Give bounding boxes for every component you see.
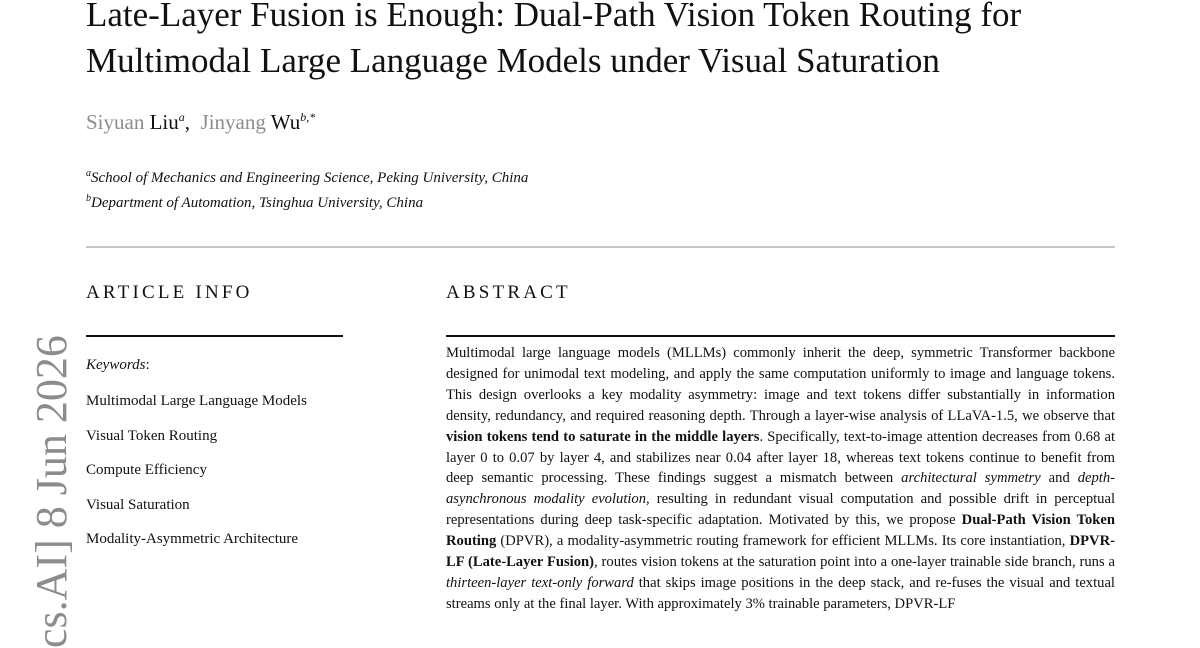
abstract-text: , routes vision tokens at the saturation point into a one-layer trainable side branch, runs a (594, 554, 1115, 571)
arxiv-identifier: cs.AI] 8 Jun 2026 (27, 335, 76, 648)
author: Siyuan Liu$^a$ (86, 110, 185, 134)
author-list: Siyuan Liu$^a$, Jinyang $Wu^{b,*}$ (86, 110, 316, 134)
keywords-label: Keywords: (86, 357, 150, 373)
abstract-divider (446, 335, 1115, 337)
abstract-text: Multimodal large language models (MLLMs) commonly inherit the deep, symmetric Transformer backbone designed for unimodal text modeling, and apply the same computation uniformly to image and language tokens. This design overlooks a key modality asymmetry: image and text tokens differ substantially in information density, redundancy, and required reasoning depth. Through a layer-wise analysis of LLaVA-1.5, we observe that (446, 345, 1115, 424)
abstract-text: that skips image positions in the deep stack, and re-fuses the visual and textual streams only at the final layer. With approximately 3% trainable parameters, DPVR-LF (446, 574, 1115, 612)
keyword: Modality-Asymmetric Architecture (86, 531, 299, 547)
author: Jinyang $Wu^{b,*}$ (200, 110, 316, 134)
abstract-italic-phrase: thirteen-layer text-only forward (446, 574, 634, 591)
paper-title: Late-Layer Fusion is Enough: Dual-Path Vision Token Routing for Multimodal Large Language Models under Visual Saturation (86, 0, 1022, 80)
abstract-bold-phrase: Dual-Path Vision Token Routing (446, 512, 1115, 550)
abstract-italic-phrase: depth-asynchronous modality evolution (446, 470, 1116, 508)
abstract-text: . Specifically, text-to-image attention decreases from 0.68 at layer 0 to 0.07 by layer 4, and stabilizes near 0.04 after layer 18, whereas text tokens continue to benefit from deep semantic processing. These findings suggest a mismatch between (446, 428, 1116, 487)
article-info-divider (86, 335, 343, 337)
keyword-list (86, 391, 307, 564)
abstract-text: and (1040, 470, 1078, 487)
keyword: Visual Saturation (86, 496, 190, 513)
abstract-text: (DPVR), a modality-asymmetric routing framework for efficient MLLMs. Its core instantiation, (496, 533, 1070, 550)
keyword: Multimodal Large Language Models (86, 393, 307, 409)
abstract-bold-phrase: vision tokens tend to saturate in the middle layers (446, 428, 760, 445)
affiliation: $^b$Department of Automation, Tsinghua University, China (86, 193, 424, 211)
keyword: Visual Token Routing (86, 427, 218, 444)
abstract-text: , resulting in redundant visual computation and possible drift in perceptual representations during deep task-specific adaptation. Motivated by this, we propose (446, 491, 1115, 529)
affiliation-list (86, 164, 528, 214)
article-info-heading: ARTICLE INFO (86, 282, 253, 303)
header-divider (86, 246, 1115, 248)
abstract-italic-phrase: architectural symmetry (901, 470, 1041, 487)
keyword: Compute Efficiency (86, 462, 207, 478)
abstract-bold-phrase: DPVR-LF (Late-Layer Fusion) (446, 533, 1115, 571)
abstract-heading: ABSTRACT (446, 282, 571, 303)
abstract-body (446, 343, 1115, 615)
affiliation: $^a$School of Mechanics and Engineering Science, Peking University, China (86, 168, 529, 186)
